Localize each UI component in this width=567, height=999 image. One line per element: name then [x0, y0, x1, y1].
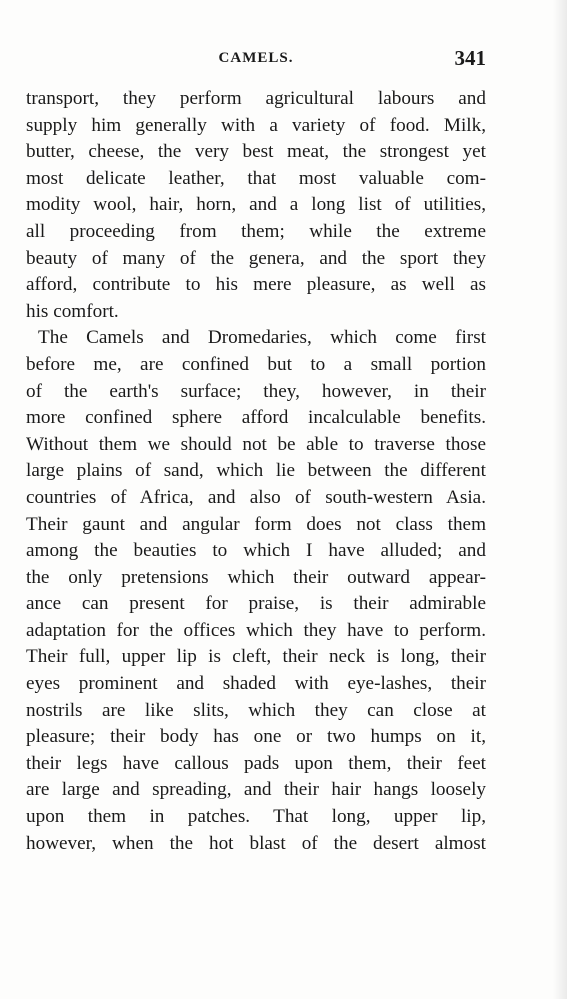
text-line: nostrils are like slits, which they can close at — [26, 699, 486, 721]
text-line: all proceeding from them; while the extreme — [26, 220, 486, 242]
text-line: among the beauties to which I have alluded; and — [26, 540, 486, 562]
page-number: 341 — [454, 46, 486, 70]
text-line: most delicate leather, that most valuable com- — [26, 167, 486, 189]
text-line: pleasure; their body has one or two humps on it, — [26, 726, 486, 748]
text-line: large plains of sand, which lie between the different — [26, 460, 486, 482]
text-line: are large and spreading, and their hair hangs loosely — [26, 779, 486, 801]
text-line: the only pretensions which their outward appear- — [26, 566, 486, 588]
paragraph-2 — [26, 325, 486, 857]
text-line: supply him generally with a variety of food. Milk, — [26, 114, 486, 136]
text-line: Without them we should not be able to traverse those — [26, 433, 486, 455]
running-head — [26, 46, 486, 72]
text-line: Their full, upper lip is cleft, their neck is long, their — [26, 646, 486, 668]
text-line: his comfort. — [26, 300, 119, 322]
text-line: eyes prominent and shaded with eye-lashes, their — [26, 673, 486, 695]
text-line: The Camels and Dromedaries, which come first — [38, 327, 486, 349]
text-line: ance can present for praise, is their admirable — [26, 593, 486, 615]
running-title: CAMELS. — [218, 50, 294, 66]
text-line: more confined sphere afford incalculable benefits. — [26, 407, 486, 429]
text-line: before me, are confined but to a small portion — [26, 353, 486, 375]
text-line: modity wool, hair, horn, and a long list of utilities, — [26, 194, 486, 216]
text-line: butter, cheese, the very best meat, the strongest yet — [26, 141, 486, 163]
paragraph-1 — [26, 86, 486, 325]
text-line: Their gaunt and angular form does not class them — [26, 513, 486, 535]
text-line: countries of Africa, and also of south-western Asia. — [26, 486, 486, 508]
text-line: however, when the hot blast of the desert almost — [26, 832, 486, 854]
text-line: upon them in patches. That long, upper lip, — [26, 806, 486, 828]
text-line: transport, they perform agricultural labours and — [26, 88, 486, 109]
text-line: beauty of many of the genera, and the sport they — [26, 247, 486, 269]
text-line: of the earth's surface; they, however, in their — [26, 380, 486, 402]
page-edge-shadow — [553, 0, 567, 999]
body-text — [26, 86, 486, 857]
text-line: afford, contribute to his mere pleasure, as well as — [26, 274, 486, 296]
text-line: their legs have callous pads upon them, their feet — [26, 752, 486, 774]
text-line: adaptation for the offices which they have to perform. — [26, 619, 486, 641]
